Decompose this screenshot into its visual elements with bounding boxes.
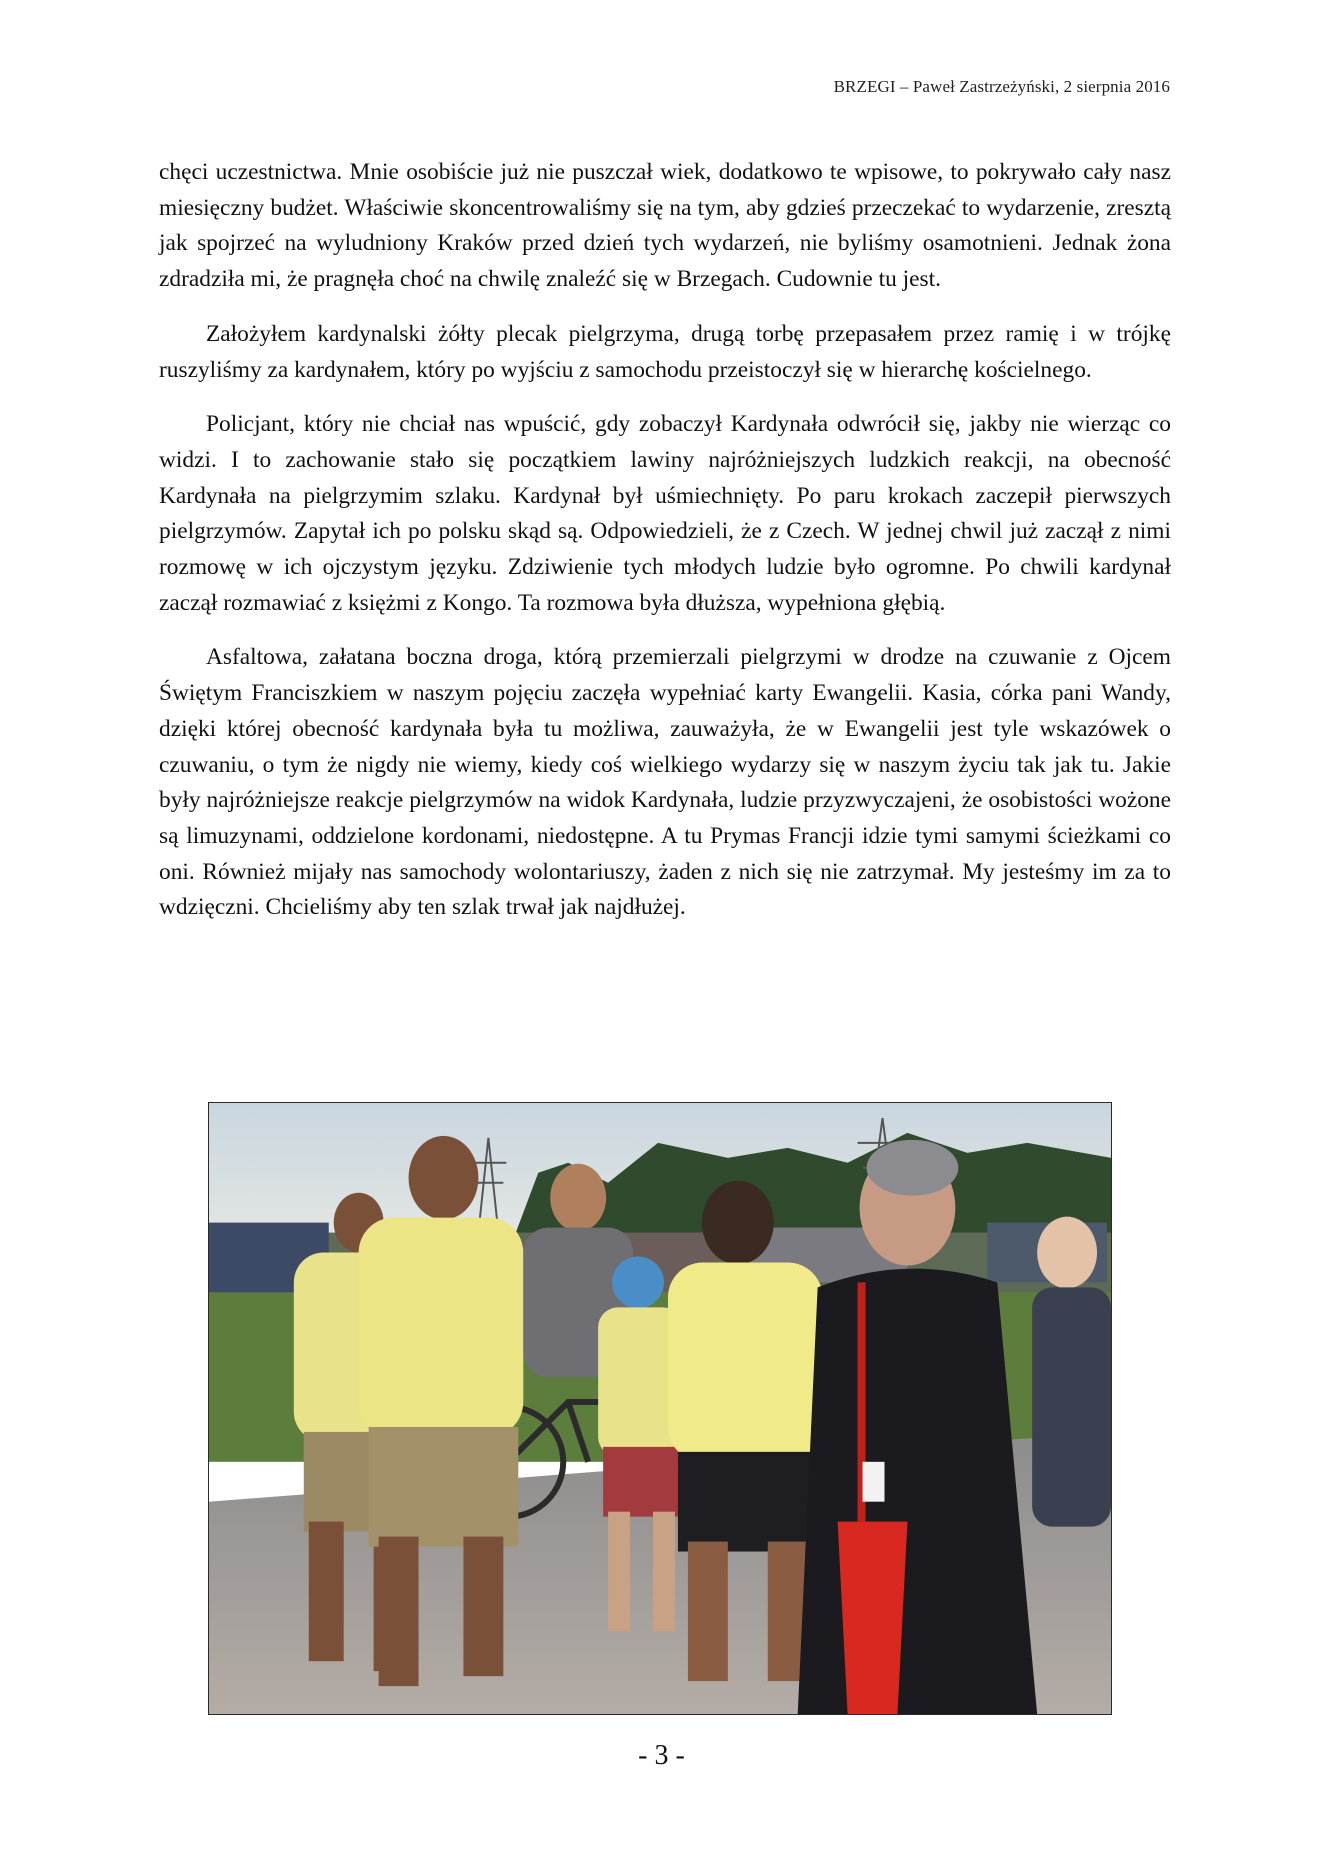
running-header: BRZEGI – Paweł Zastrzeżyński, 2 sierpnia 2016 [833, 77, 1170, 96]
paragraph-2: Założyłem kardynalski żółty plecak pielgrzyma, drugą torbę przepasałem przez ramię i w trójkę ruszyliśmy za kardynałem, który po wyjściu z samochodu przeistoczył się w hierarchę kościelnego. [159, 320, 1171, 383]
paragraph-1: chęci uczestnictwa. Mnie osobiście już nie puszczał wiek, dodatkowo te wpisowe, to pokrywało cały nasz miesięczny budżet. Właściwie skoncentrowaliśmy się na tym, aby gdzieś przeczekać to wydarzenie, zresztą jak spojrzeć na wyludniony Kraków przed dzień tych wydarzeń, nie byliśmy osamotnieni. Jednak żona zdradziła mi, że pragnęła choć na chwilę znaleźć się w Brzegach. Cudownie tu jest. [159, 159, 1171, 293]
page-number: - 3 - [638, 1740, 685, 1771]
pilgrims-photo [208, 1102, 1112, 1715]
paragraph-3: Policjant, który nie chciał nas wpuścić, gdy zobaczył Kardynała odwrócił się, jakby nie wierząc co widzi. I to zachowanie stało się początkiem lawiny najróżniejszych ludzkich reakcji, na obecność Kardynała na pielgrzymim szlaku. Kardynał był uśmiechnięty. Po paru krokach zaczepił pierwszych pielgrzymów. Zapytał ich po polsku skąd są. Odpowiedzieli, że z Czech. W jednej chwil już zaczął z nimi rozmowę w ich ojczystym języku. Zdziwienie tych młodych ludzie było ogromne. Po chwili kardynał zaczął rozmawiać z księżmi z Kongo. Ta rozmowa była dłuższa, wypełniona głębią. [159, 411, 1171, 616]
photo-illustration [209, 1103, 1111, 1714]
paragraph-4: Asfaltowa, załatana boczna droga, którą przemierzali pielgrzymi w drodze na czuwanie z Ojcem Świętym Franciszkiem w naszym pojęciu zaczęła wypełniać karty Ewangelii. Kasia, córka pani Wandy, dzięki której obecność kardynała była tu możliwa, zauważyła, że w Ewangelii jest tyle wskazówek o czuwaniu, o tym że nigdy nie wiemy, kiedy coś wielkiego wydarzy się w naszym życiu tak jak tu. Jakie były najróżniejsze reakcje pielgrzymów na widok Kardynała, ludzie przyzwyczajeni, że osobistości wożone są limuzynami, oddzielone kordonami, niedostępne. A tu Prymas Francji idzie tymi samymi ścieżkami co oni. Również mijały nas samochody wolontariuszy, żaden z nich się nie zatrzymał. My jesteśmy im za to wdzięczni. Chcieliśmy aby ten szlak trwał jak najdłużej. [159, 644, 1171, 921]
body-text [159, 155, 1171, 945]
